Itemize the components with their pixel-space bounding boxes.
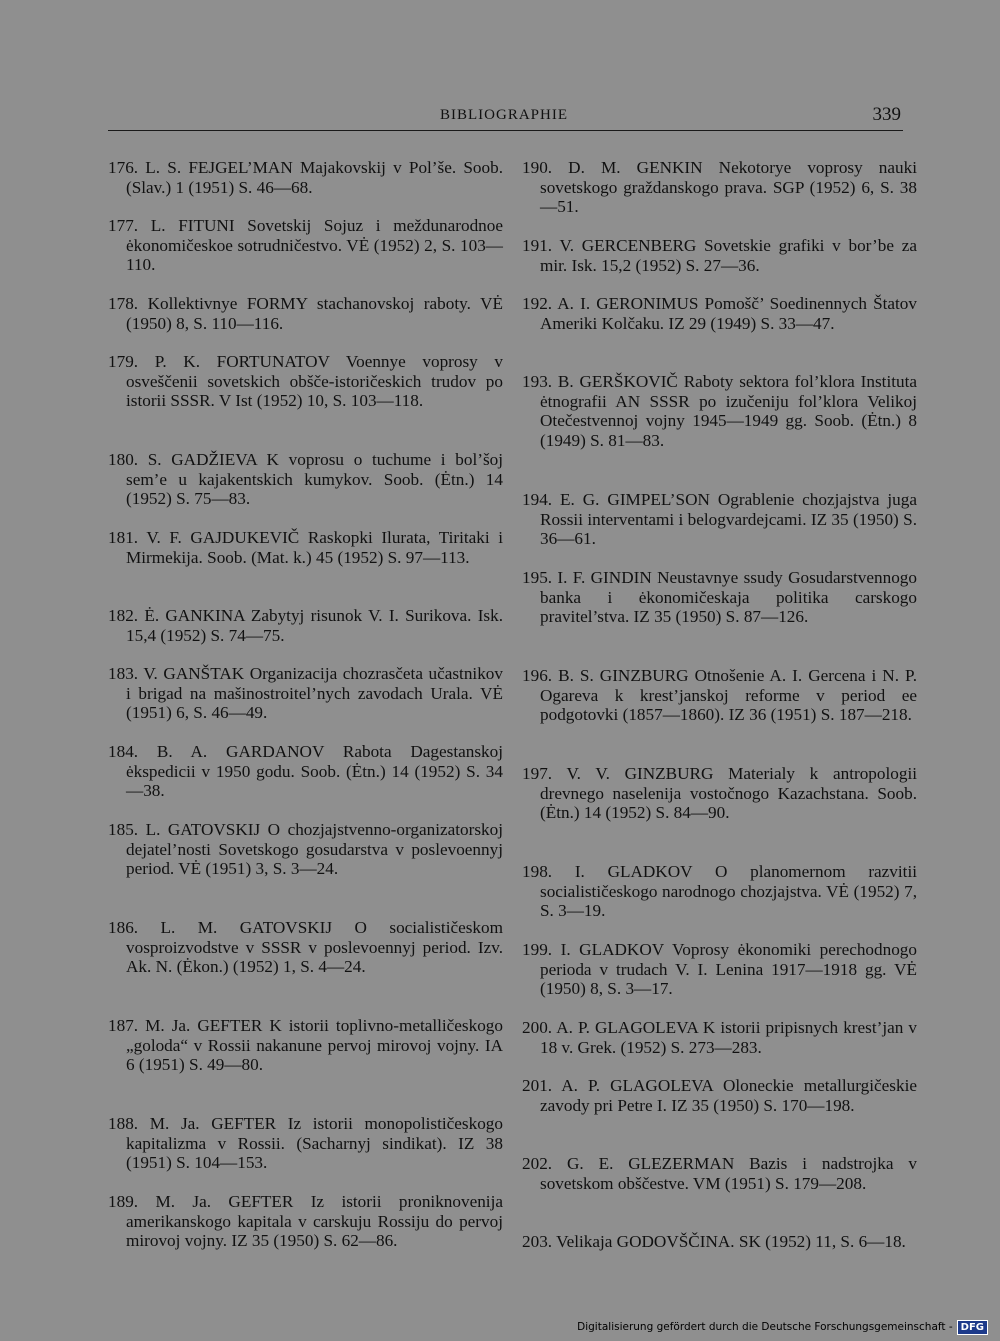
bibliography-entry: 183. V. GANŠTAK Organizacija chozrasčeta učastnikov i brigad na mašinostroitel’nych zavodach Urala. VĖ (1951) 6, S. 46—49. [108, 664, 503, 722]
bibliography-entry: 182. Ė. GANKINA Zabytyj risunok V. I. Surikova. Isk. 15,4 (1952) S. 74—75. [108, 606, 503, 645]
running-title: BIBLIOGRAPHIE [440, 107, 568, 123]
bibliography-entry: 196. B. S. GINZBURG Otnošenie A. I. Gercena i N. P. Ogareva k krest’janskoj reforme v period ee podgotovki (1857—1860). IZ 36 (1951) S. 187—218. [522, 666, 917, 724]
page-number: 339 [872, 104, 901, 125]
bibliography-entry: 203. Velikaja GODOVŠČINA. SK (1952) 11, S. 6—18. [522, 1232, 906, 1251]
bibliography-entry: 195. I. F. GINDIN Neustavnye ssudy Gosudarstvennogo banka i ėkonomičeskaja politika carskogo pravitel’stva. IZ 35 (1950) S. 87—126. [522, 568, 917, 626]
bibliography-entry: 198. I. GLADKOV O planomernom razvitii socialističeskogo narodnogo chozjajstva. VĖ (1952) 7, S. 3—19. [522, 862, 917, 920]
bibliography-entry: 180. S. GADŽIEVA K voprosu o tuchume i bol’šoj sem’e u kajakentskich kumykov. Soob. (Ėtn.) 14 (1952) S. 75—83. [108, 450, 503, 508]
bibliography-entry: 200. A. P. GLAGOLEVA K istorii pripisnych krest’jan v 18 v. Grek. (1952) S. 273—283. [522, 1018, 917, 1057]
bibliography-entry: 202. G. E. GLEZERMAN Bazis i nadstrojka v sovetskom obščestve. VM (1951) S. 179—208. [522, 1154, 917, 1193]
bibliography-entry: 186. L. M. GATOVSKIJ O socialističeskom vosproizvodstve v SSSR v poslevoennyj period. Izv. Ak. N. (Ėkon.) (1952) 1, S. 4—24. [108, 918, 503, 976]
bibliography-entry: 191. V. GERCENBERG Sovetskie grafiki v bor’be za mir. Isk. 15,2 (1952) S. 27—36. [522, 236, 917, 275]
bibliography-entry: 187. M. Ja. GEFTER K istorii toplivno-metalličeskogo „goloda“ v Rossii nakanune pervoj mirovoj vojny. IA 6 (1951) S. 49—80. [108, 1016, 503, 1074]
bibliography-entry: 199. I. GLADKOV Voprosy ėkonomiki perechodnogo perioda v trudach V. I. Lenina 1917—1918 gg. VĖ (1950) 8, S. 3—17. [522, 940, 917, 998]
bibliography-entry: 179. P. K. FORTUNATOV Voennye voprosy v osveščenii sovetskich obšče-istoričeskich trudov po istorii SSSR. V Ist (1952) 10, S. 103—118. [108, 352, 503, 410]
bibliography-entry: 194. E. G. GIMPEL’SON Ograblenie chozjajstva juga Rossii interventami i belogvardejcami. IZ 35 (1950) S. 36—61. [522, 490, 917, 548]
bibliography-entry: 192. A. I. GERONIMUS Pomošč’ Soedinennych Štatov Ameriki Kolčaku. IZ 29 (1949) S. 33—47. [522, 294, 917, 333]
footer-text: Digitalisierung gefördert durch die Deutsche Forschungsgemeinschaft - [577, 1321, 953, 1333]
bibliography-entry: 184. B. A. GARDANOV Rabota Dagestanskoj ėkspedicii v 1950 godu. Soob. (Ėtn.) 14 (1952) S. 34—38. [108, 742, 503, 800]
bibliography-entry: 190. D. M. GENKIN Nekotorye voprosy nauki sovetskogo graždanskogo prava. SGP (1952) 6, S. 38—51. [522, 158, 917, 216]
dfg-logo: DFG [957, 1320, 988, 1335]
bibliography-entry: 193. B. GERŠKOVIČ Raboty sektora fol’klora Instituta ėtnografii AN SSSR po izučeniju fol’klora Velikoj Otečestvennoj vojny 1945—1949 gg. Soob. (Ėtn.) 8 (1949) S. 81—83. [522, 372, 917, 450]
page-header [108, 104, 903, 131]
bibliography-entry: 188. M. Ja. GEFTER Iz istorii monopolističeskogo kapitalizma v Rossii. (Sacharnyj sindikat). IZ 38 (1951) S. 104—153. [108, 1114, 503, 1172]
bibliography-entry: 178. Kollektivnye FORMY stachanovskoj raboty. VĖ (1950) 8, S. 110—116. [108, 294, 503, 333]
bibliography-entry: 177. L. FITUNI Sovetskij Sojuz i meždunarodnoe ėkonomičeskoe sotrudničestvo. VĖ (1952) 2, S. 103—110. [108, 216, 503, 274]
bibliography-entry: 201. A. P. GLAGOLEVA Oloneckie metallurgičeskie zavody pri Petre I. IZ 35 (1950) S. 170—198. [522, 1076, 917, 1115]
bibliography-entry: 189. M. Ja. GEFTER Iz istorii proniknovenija amerikanskogo kapitala v carskuju Rossiju do pervoj mirovoj vojny. IZ 35 (1950) S. 62—86. [108, 1192, 503, 1250]
digitization-footer [577, 1317, 988, 1337]
bibliography-entry: 176. L. S. FEJGEL’MAN Majakovskij v Pol’še. Soob. (Slav.) 1 (1951) S. 46—68. [108, 158, 503, 197]
bibliography-entry: 197. V. V. GINZBURG Materialy k antropologii drevnego naselenija vostočnogo Kazachstana. Soob. (Ėtn.) 14 (1952) S. 84—90. [522, 764, 917, 822]
bibliography-entry: 185. L. GATOVSKIJ O chozjajstvenno-organizatorskoj dejatel’nosti Sovetskogo gosudarstva v poslevoennyj period. VĖ (1951) 3, S. 3—24. [108, 820, 503, 878]
bibliography-entry: 181. V. F. GAJDUKEVIČ Raskopki Ilurata, Tiritaki i Mirmekija. Soob. (Mat. k.) 45 (1952) S. 97—113. [108, 528, 503, 567]
